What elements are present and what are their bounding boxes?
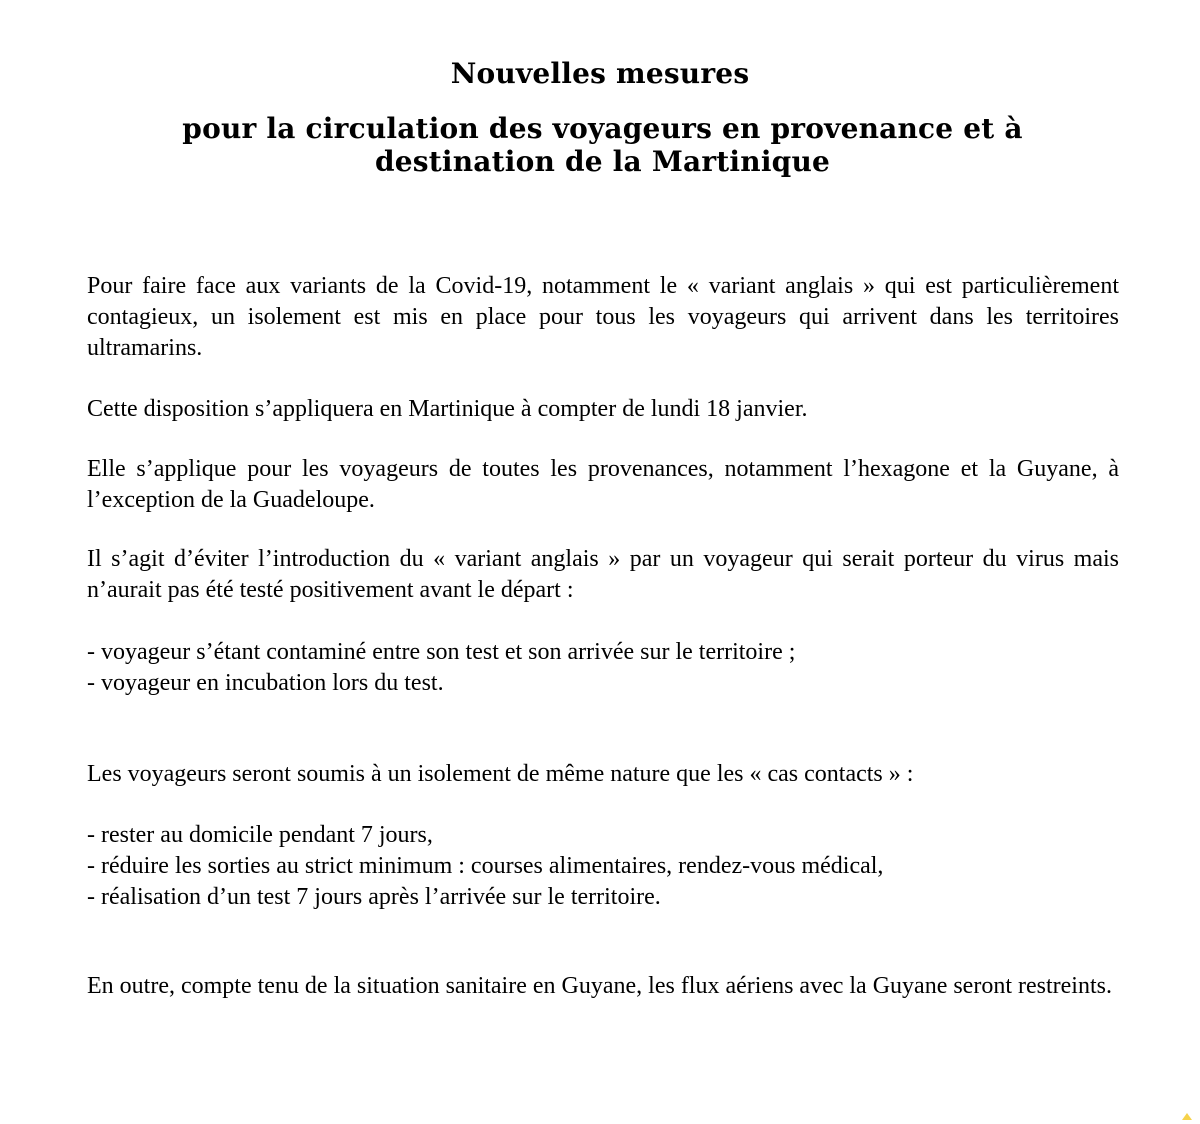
list-item: - rester au domicile pendant 7 jours, bbox=[87, 822, 433, 848]
triangle-icon bbox=[1182, 1113, 1192, 1120]
document-title: Nouvelles mesures bbox=[450, 57, 750, 90]
list-traveler-cases bbox=[87, 637, 1119, 699]
list-item: - réduire les sorties au strict minimum : courses alimentaires, rendez-vous médical, bbox=[87, 853, 884, 879]
paragraph-provenances: Elle s’applique pour les voyageurs de toutes les provenances, notamment l’hexagone et la Guyane, à l’exception de la Guadeloupe. bbox=[87, 456, 1119, 513]
paragraph-objective: Il s’agit d’éviter l’introduction du « variant anglais » par un voyageur qui serait porteur du virus mais n’aurait pas été testé positivement avant le départ : bbox=[87, 546, 1119, 603]
list-isolation-rules bbox=[87, 820, 1119, 913]
list-item: - voyageur en incubation lors du test. bbox=[87, 670, 444, 696]
list-item: - voyageur s’étant contaminé entre son test et son arrivée sur le territoire ; bbox=[87, 639, 796, 665]
paragraph-start-date: Cette disposition s’appliquera en Martinique à compter de lundi 18 janvier. bbox=[87, 396, 808, 422]
paragraph-isolation: Les voyageurs seront soumis à un isolement de même nature que les « cas contacts » : bbox=[87, 761, 914, 787]
paragraph-guyane-flights: En outre, compte tenu de la situation sanitaire en Guyane, les flux aériens avec la Guyane seront restreints. bbox=[87, 973, 1112, 999]
paragraph-variants: Pour faire face aux variants de la Covid-19, notamment le « variant anglais » qui est particulièrement contagieux, un isolement est mis en place pour tous les voyageurs qui arrivent dans les territoires ultramarins. bbox=[87, 273, 1119, 361]
document-subtitle: pour la circulation des voyageurs en provenance et à destination de la Martinique bbox=[182, 112, 1023, 178]
list-item: - réalisation d’un test 7 jours après l’arrivée sur le territoire. bbox=[87, 884, 661, 910]
